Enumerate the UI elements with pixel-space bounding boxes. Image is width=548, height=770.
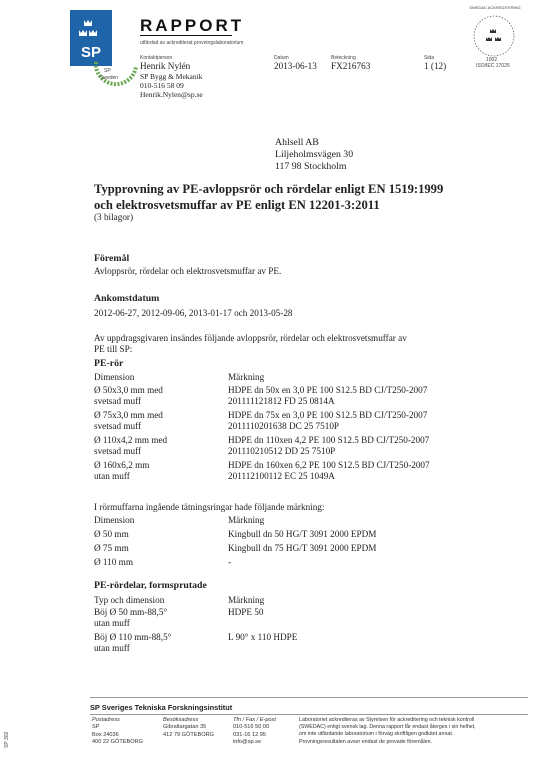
footer-line[interactable]: 031-16 12 95	[233, 731, 266, 738]
footer-email-link[interactable]: info@sp.se	[233, 739, 262, 746]
pe-ror-heading: PE-rör	[94, 358, 124, 369]
footer-note-line: Provningsresultaten avser endast de provade föremålen.	[299, 738, 433, 745]
table-row	[94, 435, 430, 460]
recipient-street: Liljeholmsvägen 30	[275, 149, 354, 160]
dim-line: Ø 75x3,0 mm med	[94, 410, 163, 420]
dim-line: svetsad muff	[94, 445, 142, 456]
rapport-title-rule	[140, 35, 232, 36]
recipient-address	[275, 137, 353, 173]
footer-note-line: om inte utfärdande laboratorium i förväg skriftligen godkänt annat.	[299, 731, 454, 738]
footer-visit-label: Besöksadress	[163, 717, 199, 723]
swedac-logo	[470, 13, 518, 59]
footer-line: Box 24036	[92, 731, 119, 738]
swedac-ring-text: SWEDAC ACKREDITERING	[469, 5, 521, 10]
footer-line: Gibraltargatan 35	[163, 724, 207, 731]
ring-dim: Ø 110 mm	[94, 557, 133, 567]
ringar-intro: I rörmuffarna ingående tätningsringar hade följande märkning:	[94, 502, 325, 512]
dim-line: Böj Ø 50 mm-88,5°	[94, 607, 168, 617]
dim-line: Ø 50x3,0 mm med	[94, 385, 163, 395]
ring-text-sp: SP	[104, 68, 111, 74]
mark-line: 201112100112 EC 25 1049A	[228, 470, 335, 481]
rapport-subtitle: utfärdad av ackrediterat provningslaboratorium	[140, 40, 244, 46]
col-markning: Märkning	[228, 372, 265, 382]
report-title-line1: Typprovning av PE-avloppsrör och rördelar enligt EN 1519:1999	[94, 182, 444, 196]
rapport-title: RAPPORT	[140, 16, 245, 35]
footer-postal	[92, 717, 143, 747]
mark-line: HDPE dn 75x en 3,0 PE 100 S12.5 BD CJ/T250-2007	[228, 410, 428, 420]
swedac-standard: ISO/IEC 17025	[476, 63, 510, 69]
table-row	[94, 460, 430, 485]
date-value: 2013-06-13	[274, 61, 317, 71]
ring-text-sweden: Sweden	[100, 75, 119, 81]
ring-mark: Kingbull dn 50 HG/T 3091 2000 EPDM	[228, 529, 377, 539]
dim-line: svetsad muff	[94, 420, 142, 431]
table-row	[94, 410, 430, 435]
side-code: SP 302	[4, 731, 10, 748]
appendix-note: (3 bilagor)	[94, 212, 134, 222]
table-row	[94, 529, 376, 543]
footer-institute: SP Sveriges Tekniska Forskningsinstitut	[90, 703, 233, 712]
col-dimension: Dimension	[94, 372, 135, 382]
dim-line: Böj Ø 110 mm-88,5°	[94, 632, 172, 642]
table-row	[94, 632, 297, 657]
footer-contact-label: Tfn / Fax / E-post	[233, 717, 276, 723]
table-header-row	[94, 372, 430, 385]
dim-line: utan muff	[94, 617, 130, 628]
intro-text	[94, 333, 407, 355]
ankomst-text: 2012-06-27, 2012-09-06, 2013-01-17 och 2013-05-28	[94, 308, 293, 318]
foremal-text: Avloppsrör, rördelar och elektrosvetsmuffar av PE.	[94, 266, 282, 276]
date-label: Datum	[274, 55, 289, 61]
intro-line-2: PE till SP:	[94, 344, 133, 354]
recipient-company: Ahlsell AB	[275, 137, 319, 148]
report-title-line2: och elektrosvetsmuffar av PE enligt EN 12201-3:2011	[94, 198, 380, 212]
col-dimension: Dimension	[94, 515, 135, 525]
mark-line: HDPE dn 110xen 4,2 PE 100 S12.5 BD CJ/T250-2007	[228, 435, 430, 445]
footer-line: SP	[92, 724, 100, 731]
mark-line: HDPE dn 160xen 6,2 PE 100 S12.5 BD CJ/T250-2007	[228, 460, 430, 470]
col-markning: Märkning	[228, 595, 265, 605]
footer-line: 010-516 50 00	[233, 724, 270, 731]
contact-dept: SP Bygg & Mekanik	[140, 72, 203, 81]
dim-line: svetsad muff	[94, 395, 142, 406]
page-value: 1 (12)	[424, 61, 447, 71]
col-typ: Typ och dimension	[94, 595, 165, 605]
ring-dim: Ø 75 mm	[94, 543, 129, 553]
mark-line: 201110210512 DD 25 7510P	[228, 445, 336, 456]
page-label: Sida	[424, 55, 435, 61]
foremal-heading: Föremål	[94, 253, 130, 264]
footer-visit	[163, 717, 214, 739]
footer-note-line: (SWEDAC) enligt svensk lag. Denna rapport får endast återges i sin helhet,	[299, 724, 476, 731]
dim-line: Ø 110x4,2 mm med	[94, 435, 168, 445]
mark-line: HDPE 50	[228, 607, 264, 617]
footer-rule-bottom	[90, 714, 528, 715]
contact-phone: 010-516 58 09	[140, 81, 184, 90]
mark-line: HDPE dn 50x en 3,0 PE 100 S12.5 BD CJ/T250-2007	[228, 385, 428, 395]
rordelar-table	[94, 595, 297, 657]
contact-label: Kontaktperson	[140, 55, 173, 61]
rordelar-heading: PE-rördelar, formsprutade	[94, 580, 207, 591]
ring-mark: -	[228, 557, 232, 567]
col-markning: Märkning	[228, 515, 265, 525]
ringar-table	[94, 515, 376, 571]
ring-mark: Kingbull dn 75 HG/T 3091 2000 EPDM	[228, 543, 377, 553]
ring-dim: Ø 50 mm	[94, 529, 129, 539]
table-row	[94, 543, 376, 557]
dim-line: utan muff	[94, 470, 130, 481]
table-row	[94, 385, 430, 410]
table-row	[94, 607, 297, 632]
dim-line: Ø 160x6,2 mm	[94, 460, 150, 470]
sp-sweden-ring-logo	[92, 52, 142, 92]
pe-ror-table	[94, 372, 430, 485]
contact-email[interactable]: Henrik.Nylen@sp.se	[140, 90, 203, 99]
mark-line: L 90° x 110 HDPE	[228, 632, 298, 642]
mark-line: 201111121812 FD 25 0814A	[228, 395, 335, 406]
footer-rule-top	[90, 697, 528, 698]
footer-contact	[233, 717, 276, 747]
intro-line-1: Av uppdragsgivaren insändes följande avloppsrör, rördelar och elektrosvetsmuffar av	[94, 333, 407, 343]
footer-line: 400 22 GÖTEBORG	[92, 739, 143, 746]
table-header-row	[94, 515, 376, 529]
recipient-city: 117 98 Stockholm	[275, 161, 347, 172]
footer-line: 412 79 GÖTEBORG	[163, 731, 214, 738]
logo-text: SP	[80, 44, 101, 61]
contact-name: Henrik Nylén	[140, 61, 191, 71]
reference-label: Beteckning	[331, 55, 356, 61]
footer-note	[299, 717, 476, 746]
footer-postal-label: Postadress	[92, 717, 120, 723]
swedac-number: 1002	[486, 57, 498, 63]
table-header-row	[94, 595, 297, 607]
dim-line: utan muff	[94, 642, 130, 653]
table-row	[94, 557, 376, 571]
footer-note-line: Laboratoriet ackrediteras av Styrelsen för ackreditering och teknisk kontroll	[299, 717, 475, 723]
mark-line: 2011110201638 DC 25 7510P	[228, 420, 340, 431]
ankomst-heading: Ankomstdatum	[94, 293, 160, 304]
reference-value: FX216763	[331, 61, 371, 71]
